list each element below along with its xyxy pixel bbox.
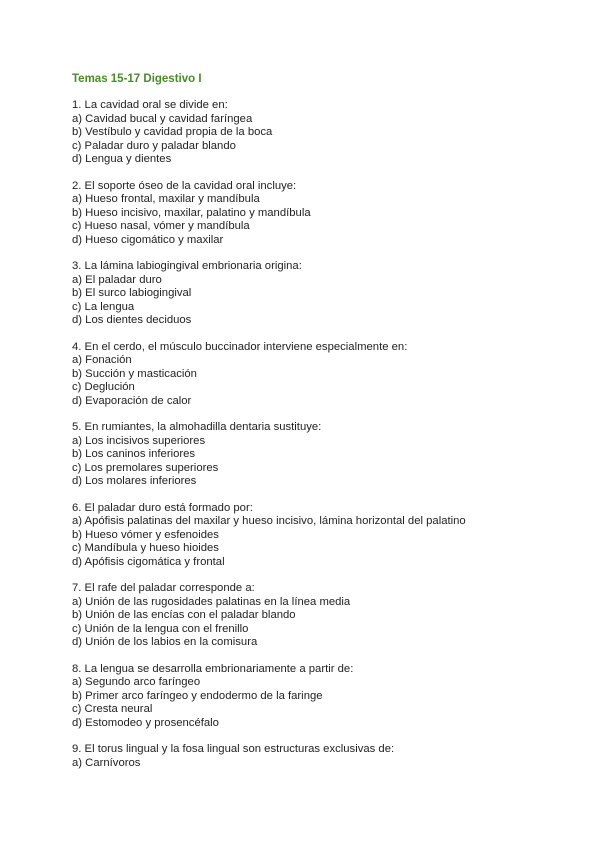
option-d: d) Los molares inferiores: [72, 475, 197, 487]
question-1: [72, 99, 542, 167]
question-text: 3. La lámina labiogingival embrionaria origina:: [72, 260, 302, 272]
option-d: d) Apófisis cigomática y frontal: [72, 555, 225, 568]
option-c: c) Los premolares superiores: [72, 461, 219, 474]
option-c: c) La lengua: [72, 300, 135, 313]
document-page: [72, 72, 542, 783]
option-d: d) Evaporación de calor: [72, 394, 192, 407]
question-text: 7. El rafe del paladar corresponde a:: [72, 582, 255, 594]
option-d: d) Unión de los labios en la comisura: [72, 636, 258, 648]
option-a: a) Segundo arco faríngeo: [72, 676, 201, 688]
option-a: a) El paladar duro: [72, 273, 162, 286]
option-d: d) Estomodeo y prosencéfalo: [72, 716, 219, 729]
option-a: a) Carnívoros: [72, 756, 141, 769]
option-a: a) Unión de las rugosidades palatinas en la línea media: [72, 595, 351, 608]
question-3: [72, 260, 542, 328]
option-a: a) Fonación: [72, 354, 132, 366]
question-text: 5. En rumiantes, la almohadilla dentaria sustituye:: [72, 421, 322, 433]
question-7: [72, 582, 542, 650]
option-b: b) El surco labiogingival: [72, 287, 192, 299]
question-text: 9. El torus lingual y la fosa lingual son estructuras exclusivas de:: [72, 743, 395, 755]
document-title: Temas 15-17 Digestivo I: [72, 73, 202, 85]
question-4: [72, 341, 542, 409]
option-c: c) Deglución: [72, 381, 135, 393]
option-b: b) Hueso incisivo, maxilar, palatino y mandíbula: [72, 206, 311, 219]
option-d: d) Los dientes deciduos: [72, 314, 192, 326]
option-b: b) Hueso vómer y esfenoides: [72, 528, 219, 541]
option-d: d) Lengua y dientes: [72, 153, 172, 165]
option-a: a) Apófisis palatinas del maxilar y hueso incisivo, lámina horizontal del palatino: [72, 515, 466, 527]
option-c: c) Hueso nasal, vómer y mandíbula: [72, 220, 250, 232]
question-2: [72, 180, 542, 248]
question-text: 8. La lengua se desarrolla embrionariamente a partir de:: [72, 662, 354, 675]
option-c: c) Cresta neural: [72, 703, 153, 715]
option-b: b) Primer arco faríngeo y endodermo de la faringe: [72, 689, 323, 702]
option-a: a) Los incisivos superiores: [72, 434, 206, 447]
option-c: c) Mandíbula y hueso hioides: [72, 542, 219, 554]
option-b: b) Vestíbulo y cavidad propia de la boca: [72, 126, 273, 138]
question-text: 1. La cavidad oral se divide en:: [72, 99, 228, 111]
option-b: b) Succión y masticación: [72, 367, 197, 380]
option-c: c) Unión de la lengua con el frenillo: [72, 622, 249, 635]
option-a: a) Hueso frontal, maxilar y mandíbula: [72, 193, 260, 205]
question-8: [72, 663, 542, 731]
question-5: [72, 421, 542, 489]
question-6: [72, 502, 542, 570]
option-b: b) Los caninos inferiores: [72, 448, 196, 460]
option-c: c) Paladar duro y paladar blando: [72, 139, 236, 152]
option-a: a) Cavidad bucal y cavidad faríngea: [72, 112, 253, 125]
question-9: [72, 743, 542, 770]
question-text: 2. El soporte óseo de la cavidad oral incluye:: [72, 179, 297, 192]
option-d: d) Hueso cigomático y maxilar: [72, 233, 224, 246]
option-b: b) Unión de las encías con el paladar blando: [72, 609, 296, 621]
question-text: 4. En el cerdo, el músculo buccinador interviene especialmente en:: [72, 340, 408, 353]
question-text: 6. El paladar duro está formado por:: [72, 501, 253, 514]
